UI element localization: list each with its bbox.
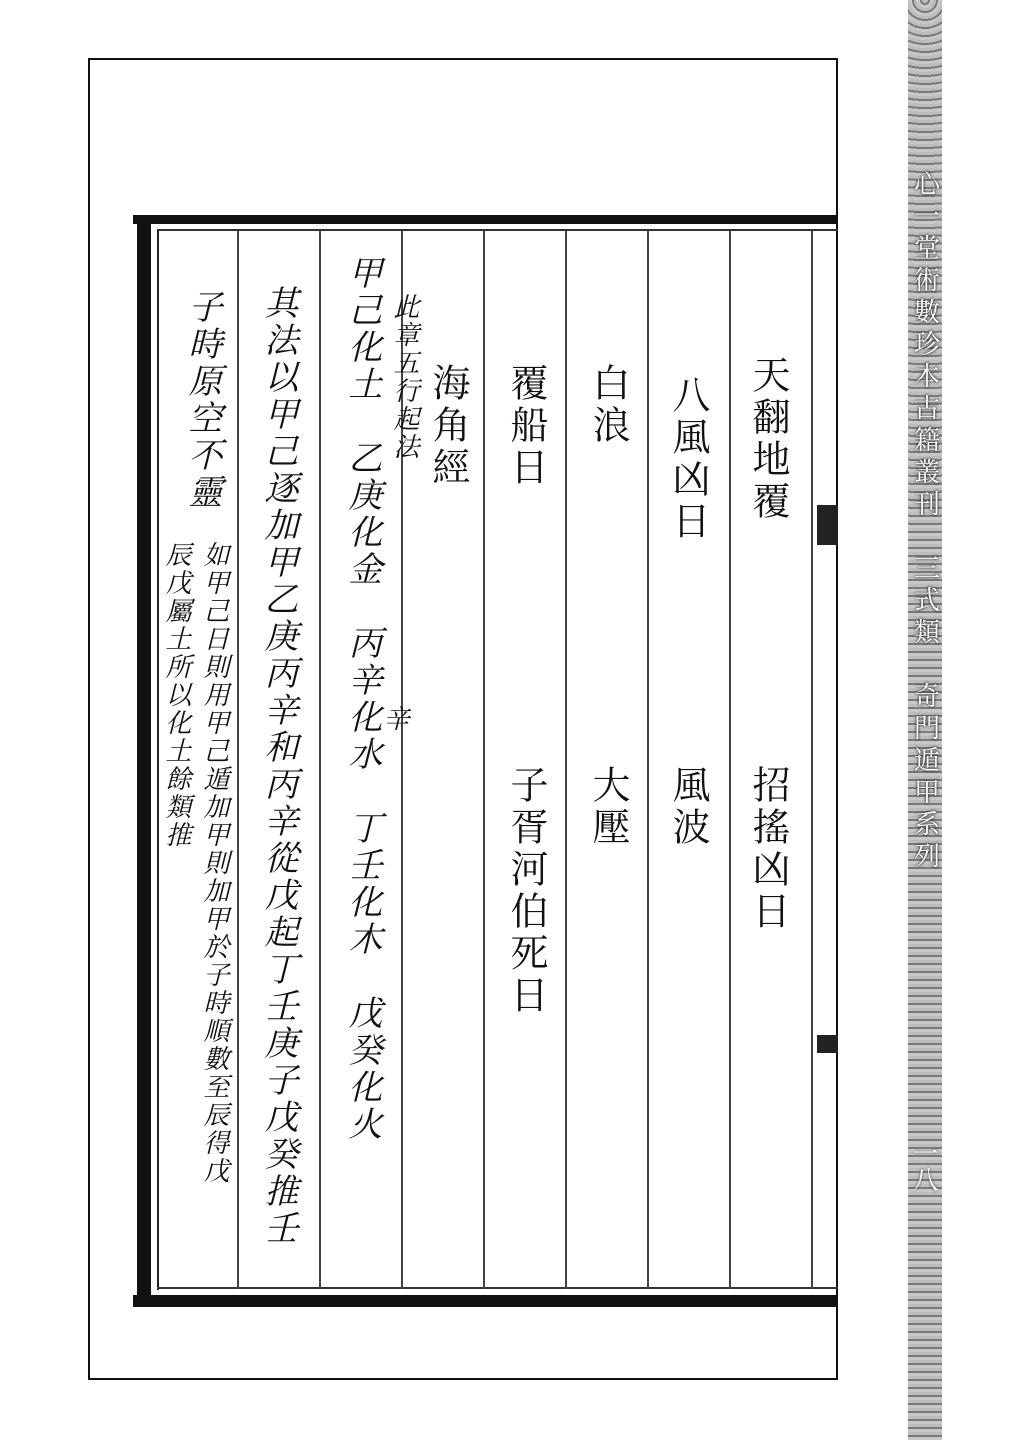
inner-top-rule	[157, 229, 838, 231]
left-inner-rule	[157, 230, 159, 1290]
bleed-fragment	[817, 505, 838, 545]
handwritten-side-note: 此章五行起法	[389, 293, 419, 461]
bottom-rule	[133, 1295, 838, 1307]
column-divider	[483, 231, 485, 1289]
column-divider	[237, 231, 239, 1289]
column-divider	[811, 231, 813, 1289]
handwritten-line-3: 子時原空不靈	[182, 289, 222, 511]
column-divider	[647, 231, 649, 1289]
column-text-2-top: 八風凶日	[666, 375, 710, 543]
series-title: 心一堂術數珍本古籍叢刊 三式類 奇門遁甲系列	[909, 170, 940, 874]
handwritten-line-1: 甲己化土 乙庚化金 丙辛化水 丁壬化木 戊癸化火	[342, 255, 382, 1143]
column-text-5-title: 海角經	[426, 363, 470, 489]
handwritten-line-4: 如甲己日則用甲己遁加甲則加甲於子時順數至辰得戊	[199, 541, 229, 1185]
handwritten-note: 辛	[379, 705, 409, 733]
scanned-page	[133, 215, 838, 1307]
page-number: 一八	[908, 1140, 938, 1192]
handwritten-line-2: 其法以甲己逐加甲乙庚丙辛和丙辛從戊起丁壬庚子戊癸推壬	[258, 285, 298, 1247]
top-rule	[133, 215, 838, 224]
column-text-4-top: 覆船日	[504, 363, 548, 489]
column-divider	[319, 231, 321, 1289]
column-text-3-top: 白浪	[586, 363, 630, 447]
column-divider	[729, 231, 731, 1289]
bleed-fragment	[817, 1035, 838, 1053]
handwritten-line-5: 辰戊屬土所以化土餘類推	[161, 541, 191, 849]
column-text-2-bottom: 風波	[666, 765, 710, 849]
column-text-3-bottom: 大壓	[586, 765, 630, 849]
column-divider	[565, 231, 567, 1289]
column-text-4-bottom: 子胥河伯死日	[504, 765, 548, 1017]
column-text-1-top: 天翻地覆	[746, 355, 790, 523]
left-rule	[137, 224, 151, 1295]
column-text-1-bottom: 招搖凶日	[746, 765, 790, 933]
inner-bottom-rule	[157, 1287, 838, 1289]
